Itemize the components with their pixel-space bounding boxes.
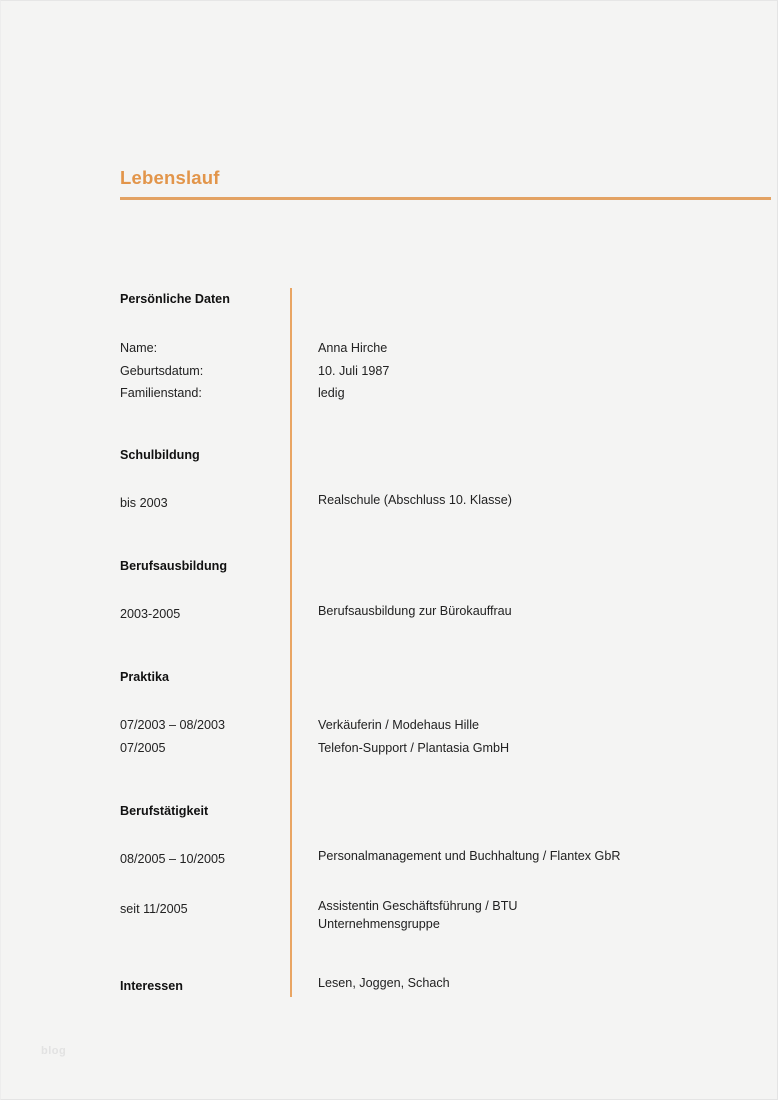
internship-period: 07/2005	[120, 740, 166, 755]
section-heading-label: Praktika	[120, 670, 170, 684]
watermark-text: blog	[41, 1045, 67, 1057]
column-divider-rule	[290, 288, 292, 997]
page-title: Lebenslauf	[120, 167, 220, 188]
internship-period: 07/2003 – 08/2003	[120, 718, 226, 732]
internship-descriptions	[318, 714, 640, 759]
value-name: Anna Hirche	[318, 341, 388, 355]
personal-data-values	[318, 337, 640, 405]
label-birthdate: Geburtsdatum:	[120, 363, 204, 378]
internship-description: Telefon-Support / Plantasia GmbH	[318, 740, 510, 755]
value-birthdate: 10. Juli 1987	[318, 363, 390, 378]
label-name: Name:	[120, 341, 158, 355]
section-heading-internships	[120, 666, 280, 689]
section-heading-interests	[120, 975, 280, 998]
school-period: bis 2003	[120, 496, 168, 510]
section-heading-label: Interessen	[120, 979, 183, 993]
internship-periods	[120, 714, 280, 759]
section-heading-label: Berufsausbildung	[120, 559, 228, 573]
section-heading-label: Schulbildung	[120, 448, 200, 462]
interests-description: Lesen, Joggen, Schach	[318, 976, 450, 990]
vocational-period: 2003-2005	[120, 607, 181, 621]
section-heading-vocational	[120, 555, 280, 578]
section-heading-personal-data	[120, 288, 280, 311]
vocational-description: Berufsausbildung zur Bürokauffrau	[318, 604, 512, 618]
section-heading-label: Persönliche Daten	[120, 292, 230, 306]
section-heading-employment	[120, 800, 280, 823]
internship-description: Verkäuferin / Modehaus Hille	[318, 718, 480, 732]
employment-description: Personalmanagement und Buchhaltung / Flantex GbR	[318, 849, 621, 863]
personal-data-labels	[120, 337, 280, 405]
section-heading-label: Berufstätigkeit	[120, 804, 209, 818]
section-heading-school	[120, 444, 280, 467]
employment-period: seit 11/2005	[120, 902, 188, 916]
employment-period: 08/2005 – 10/2005	[120, 852, 226, 866]
school-description: Realschule (Abschluss 10. Klasse)	[318, 493, 512, 507]
title-divider-rule	[120, 197, 771, 200]
employment-description: Assistentin Geschäftsführung / BTU Unternehmensgruppe	[318, 899, 518, 931]
value-marital-status: ledig	[318, 386, 345, 400]
label-marital-status: Familienstand:	[120, 386, 202, 400]
